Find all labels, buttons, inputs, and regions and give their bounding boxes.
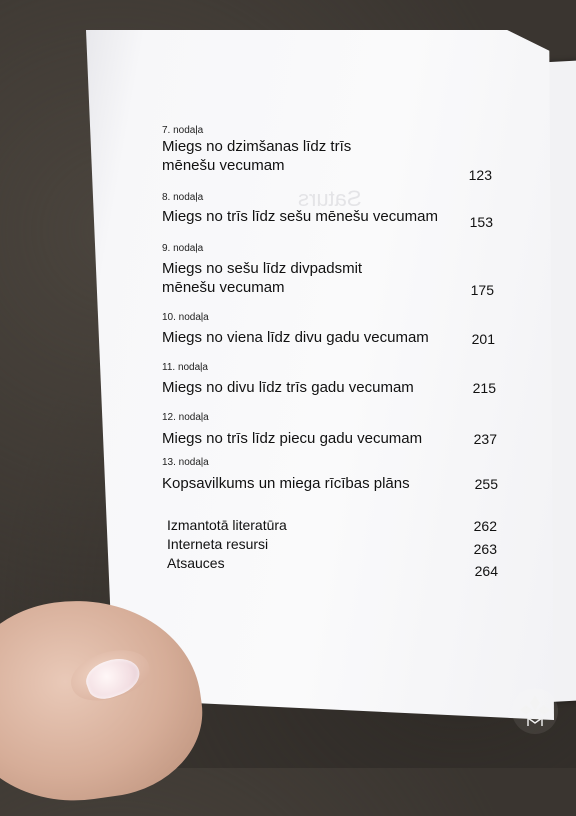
- chapter-7-title-line-2: mēnešu vecumam: [162, 157, 285, 174]
- chapter-11-page: 215: [472, 380, 496, 396]
- chapter-12-page: 237: [473, 431, 497, 447]
- chapter-8-label: 8. nodaļa: [162, 192, 204, 203]
- chapter-7-label: 7. nodaļa: [162, 125, 204, 136]
- chapter-8-title-line-1: Miegs no trīs līdz sešu mēnešu vecumam: [162, 208, 438, 225]
- chapter-12-title-line-1: Miegs no trīs līdz piecu gadu vecumam: [162, 430, 423, 447]
- chapter-9-title-line-1: Miegs no sešu līdz divpadsmit: [162, 260, 363, 277]
- chapter-10-page: 201: [471, 331, 495, 347]
- watermark-logo-icon: [512, 688, 558, 734]
- appendix-references: Atsauces: [167, 555, 225, 571]
- appendix-literature-page: 262: [473, 518, 497, 534]
- appendix-internet-resources: Interneta resursi: [167, 536, 269, 552]
- chapter-10-label: 10. nodaļa: [162, 312, 209, 323]
- chapter-13-title-line-1: Kopsavilkums un miega rīcības plāns: [162, 475, 410, 492]
- appendix-literature: Izmantotā literatūra: [167, 517, 287, 533]
- bleed-through-heading: Saturs: [298, 186, 362, 211]
- chapter-13-page: 255: [474, 476, 498, 492]
- appendix-internet-resources-page: 263: [473, 541, 497, 557]
- chapter-9-page: 175: [470, 282, 494, 298]
- chapter-9-label: 9. nodaļa: [162, 243, 204, 254]
- chapter-13-label: 13. nodaļa: [162, 457, 209, 468]
- chapter-7-page: 123: [468, 167, 492, 183]
- chapter-7-title-line-1: Miegs no dzimšanas līdz trīs: [162, 138, 352, 155]
- chapter-11-label: 11. nodaļa: [162, 362, 208, 373]
- chapter-10-title-line-1: Miegs no viena līdz divu gadu vecumam: [162, 329, 429, 346]
- chapter-8-page: 153: [469, 214, 493, 230]
- chapter-11-title-line-1: Miegs no divu līdz trīs gadu vecumam: [162, 379, 414, 396]
- chapter-12-label: 12. nodaļa: [162, 412, 209, 423]
- chapter-9-title-line-2: mēnešu vecumam: [162, 279, 285, 296]
- appendix-references-page: 264: [474, 563, 498, 579]
